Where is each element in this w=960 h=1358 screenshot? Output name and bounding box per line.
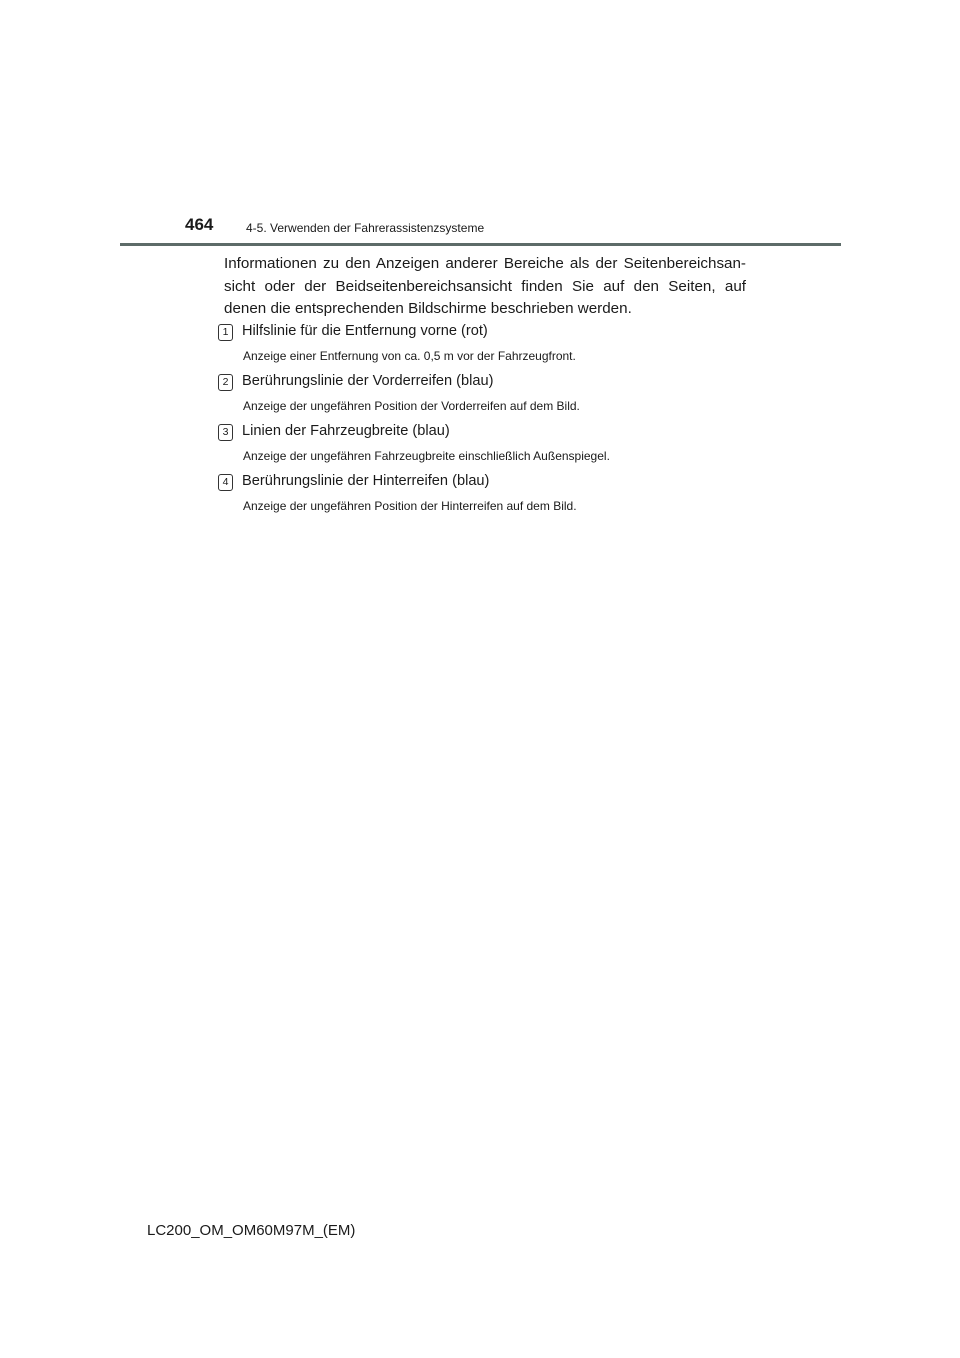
item-number-badge: 1 — [218, 324, 233, 341]
intro-paragraph: Informationen zu den Anzeigen anderer Bereiche als der Seitenbereichsan-sicht oder der Beidseitenbereichsansicht finden Sie auf den Seiten, auf denen die entsprechenden Bildschirme beschrieben werden. — [224, 255, 746, 317]
header-rule — [120, 243, 841, 246]
list-item — [218, 423, 778, 463]
item-number-badge: 2 — [218, 374, 233, 391]
list-item — [218, 373, 778, 413]
item-title: Berührungslinie der Vorderreifen (blau) — [242, 373, 494, 389]
item-number-badge: 4 — [218, 474, 233, 491]
item-title: Hilfslinie für die Entfernung vorne (rot) — [242, 323, 488, 339]
item-description: Anzeige der ungefähren Position der Hinterreifen auf dem Bild. — [243, 499, 577, 513]
list-item — [218, 323, 778, 363]
item-title: Berührungslinie der Hinterreifen (blau) — [242, 473, 490, 489]
item-title: Linien der Fahrzeugbreite (blau) — [242, 423, 450, 439]
item-description: Anzeige der ungefähren Fahrzeugbreite einschließlich Außenspiegel. — [243, 449, 610, 463]
item-description: Anzeige der ungefähren Position der Vorderreifen auf dem Bild. — [243, 399, 580, 413]
page-number: 464 — [185, 215, 214, 234]
item-number-badge: 3 — [218, 424, 233, 441]
footer-document-code: LC200_OM_OM60M97M_(EM) — [147, 1222, 356, 1239]
item-description: Anzeige einer Entfernung von ca. 0,5 m vor der Fahrzeugfront. — [243, 349, 576, 363]
list-item — [218, 473, 778, 513]
section-title: 4-5. Verwenden der Fahrerassistenzsysteme — [246, 221, 485, 235]
